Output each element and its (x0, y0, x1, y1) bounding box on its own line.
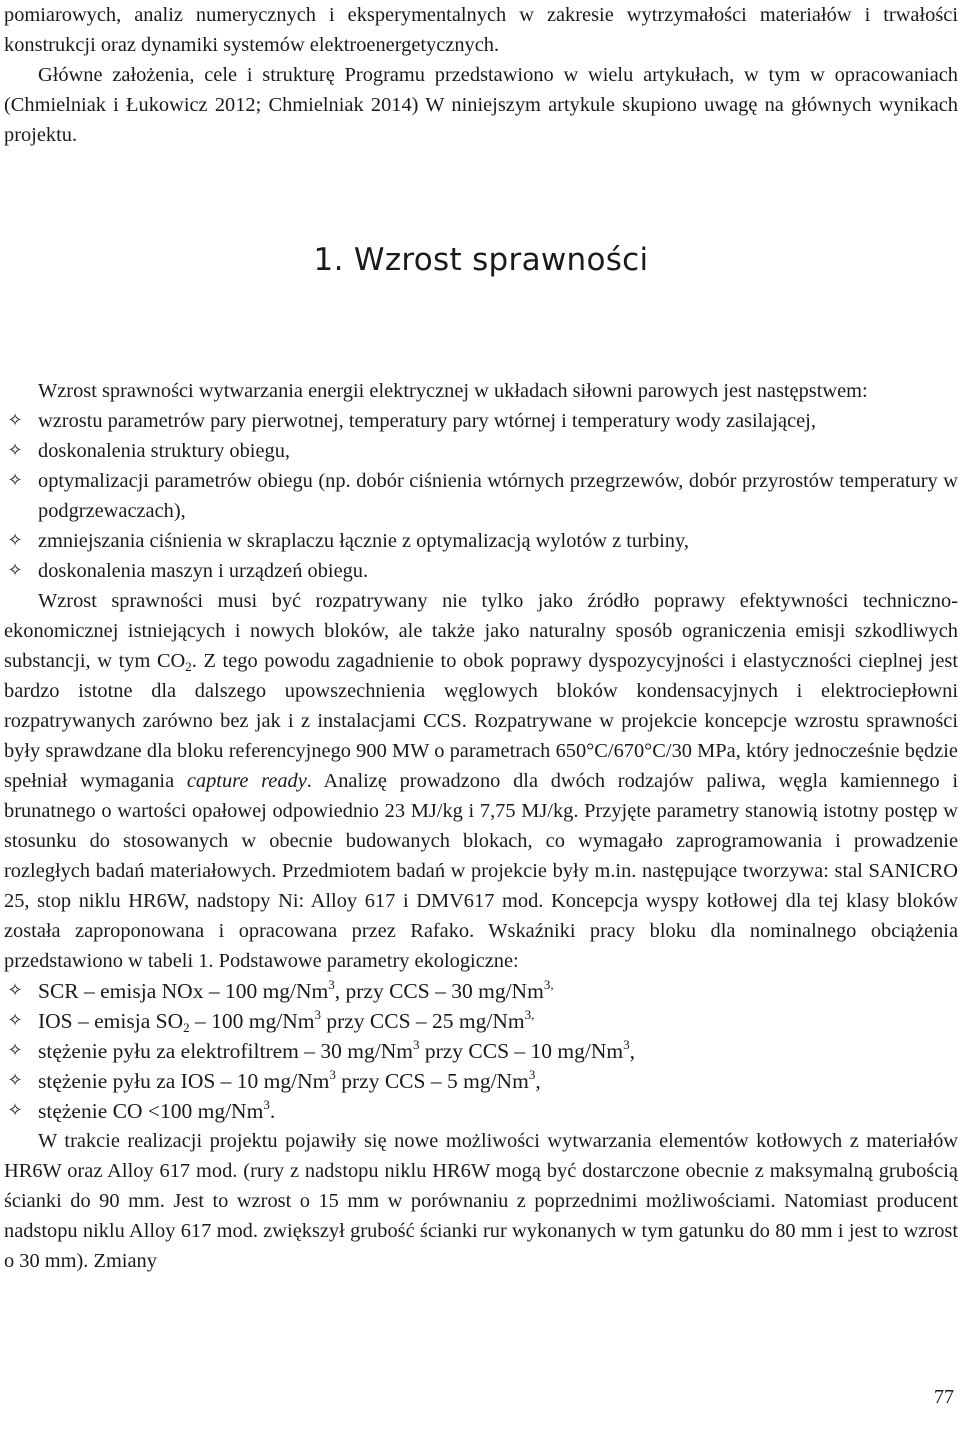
list-item: ✧ stężenie pyłu za elektrofiltrem – 30 mg/Nm$^3$ przy CCS – 10 mg/Nm$^3$, (4, 1036, 958, 1066)
star-bullet-icon: ✧ (7, 470, 23, 491)
main-paragraph: Wzrost sprawności musi być rozpatrywany nie tylko jako źródło poprawy efektywności techniczno-ekonomicznej istniejących i nowych bloków, ale także jako naturalny sposób ograniczenia emisji szkodliwych substancji, w tym $CO_2$. Z tego powodu zagadnienie to obok poprawy dyspozycyjności i elastyczności cieplnej jest bardzo istotne dla dalszego upowszechnienia węglowych bloków kondensacyjnych i elektrociepłowni rozpatrywanych zarówno bez jak i z instalacjami CCS. Rozpatrywane w projekcie koncepcje wzrostu sprawności były sprawdzane dla bloku referencyjnego 900 MW o parametrach 650°C/670°C/30 MPa, który jednocześnie będzie spełniał wymagania capture ready. Analizę prowadzono dla dwóch rodzajów paliwa, węgla kamiennego i brunatnego o wartości opałowej odpowiednio 23 MJ/kg i 7,75 MJ/kg. Przyjęte parametry stanowią istotny postęp w stosunku do stosowanych w obecnie budowanych blokach, co wymagało zaprogramowania i prowadzenie rozległych badań materiałowych. Przedmiotem badań w projekcie były m.in. następujące tworzywa: stal SANICRO 25, stop niklu HR6W, nadstopy Ni: Alloy 617 i DMV617 mod. Koncepcja wyspy kotłowej dla tej klasy bloków została zaproponowana i opracowana przez Rafako. Wskaźniki pracy bloku dla nominalnego obciążenia przedstawiono w tabeli 1. Podstawowe parametry ekologiczne: (4, 590, 958, 972)
list-item: ✧ doskonalenia struktury obiegu, (4, 436, 958, 466)
star-bullet-icon: ✧ (7, 1010, 23, 1031)
list-item: ✧ SCR – emisja NOx – 100 mg/Nm$^3$, przy CCS – 30 $mg/Nm^{3,}$ (4, 976, 958, 1006)
efficiency-bullet-list (4, 406, 958, 586)
intro-paragraph-1: pomiarowych, analiz numerycznych i eksperymentalnych w zakresie wytrzymałości materiałów i trwałości konstrukcji oraz dynamiki systemów elektroenergetycznych. (4, 4, 958, 56)
ecological-parameters-list (4, 976, 958, 1126)
capture-ready-term: capture ready (186, 770, 307, 792)
list-item: ✧ wzrostu parametrów pary pierwotnej, temperatury pary wtórnej i temperatury wody zasilającej, (4, 406, 958, 436)
star-bullet-icon: ✧ (7, 1070, 23, 1091)
star-bullet-icon: ✧ (7, 560, 23, 581)
list-item: ✧ optymalizacji parametrów obiegu (np. dobór ciśnienia wtórnych przegrzewów, dobór przyrostów temperatury w podgrzewaczach), (4, 466, 958, 526)
list-item: ✧ doskonalenia maszyn i urządzeń obiegu. (4, 556, 958, 586)
list-item: ✧ stężenie CO <100 mg/Nm$^3$. (4, 1096, 958, 1126)
page-number: 77 (934, 1386, 954, 1408)
final-paragraph: W trakcie realizacji projektu pojawiły się nowe możliwości wytwarzania elementów kotłowych z materiałów HR6W oraz Alloy 617 mod. (rury z nadstopu niklu HR6W mogą być dostarczone obecnie z maksymalną grubością ścianki do 90 mm. Jest to wzrost o 15 mm w porównaniu z poprzednimi możliwościami. Natomiast producent nadstopu niklu Alloy 617 mod. zwiększył grubość ścianki rur wykonanych w tym gatunku do 80 mm i jest to wzrost o 30 mm). Zmiany (4, 1130, 958, 1272)
star-bullet-icon: ✧ (7, 440, 23, 461)
section-lead-paragraph: Wzrost sprawności wytwarzania energii elektrycznej w układach siłowni parowych jest następstwem: (38, 380, 868, 402)
star-bullet-icon: ✧ (7, 410, 23, 431)
section-heading: 1. Wzrost sprawności (313, 242, 649, 278)
list-item: ✧ stężenie pyłu za IOS – 10 mg/Nm$^3$ przy CCS – 5 mg/Nm$^3$, (4, 1066, 958, 1096)
star-bullet-icon: ✧ (7, 530, 23, 551)
document-page (4, 0, 958, 1276)
star-bullet-icon: ✧ (7, 1100, 23, 1121)
section-heading-wrap (4, 150, 958, 376)
intro-paragraph-2: Główne założenia, cele i strukturę Programu przedstawiono w wielu artykułach, w tym w opracowaniach (Chmielniak i Łukowicz 2012; Chmielniak 2014) W niniejszym artykule skupiono uwagę na głównych wynikach projektu. (4, 64, 958, 146)
list-item: ✧ IOS – emisja $SO_2 - 100$ mg/Nm$^3$ przy CCS – 25 $mg/Nm^{3,}$ (4, 1006, 958, 1036)
star-bullet-icon: ✧ (7, 980, 23, 1001)
star-bullet-icon: ✧ (7, 1040, 23, 1061)
list-item: ✧ zmniejszania ciśnienia w skraplaczu łącznie z optymalizacją wylotów z turbiny, (4, 526, 958, 556)
